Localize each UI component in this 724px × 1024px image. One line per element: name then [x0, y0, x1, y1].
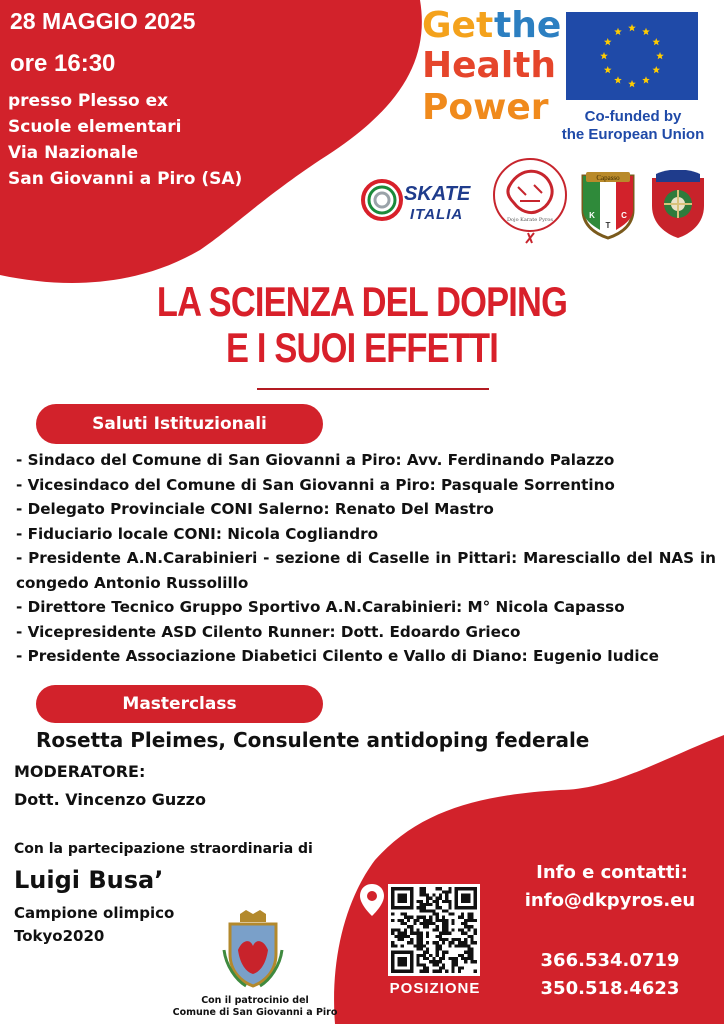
- speaker-item: - Presidente Associazione Diabetici Cilento e Vallo di Diano: Eugenio Iudice: [16, 647, 659, 665]
- event-title-line-1: LA SCIENZA DEL DOPING: [156, 278, 568, 325]
- patrocinio-text: [150, 995, 360, 1019]
- eu-caption-line: Co-funded by: [584, 108, 682, 125]
- guest-role-line: Tokyo2020: [14, 927, 105, 945]
- contacts-phone[interactable]: 350.518.4623: [540, 978, 680, 999]
- posizione-label: POSIZIONE: [389, 980, 481, 997]
- speaker-item: - Delegato Provinciale CONI Salerno: Renato Del Mastro: [16, 500, 494, 518]
- qr-code[interactable]: [388, 884, 480, 976]
- speaker-item: - Fiduciario locale CONI: Nicola Cogliandro: [16, 524, 379, 543]
- municipality-crest-icon: [222, 910, 284, 990]
- venue-line: Via Nazionale: [8, 143, 139, 163]
- capasso-letter-t: T: [605, 221, 611, 230]
- event-venue: [8, 88, 242, 192]
- moderator-label: MODERATORE:: [14, 762, 146, 781]
- patrocinio-line: Con il patrocinio del: [201, 995, 309, 1006]
- eu-flag-icon: [566, 12, 698, 100]
- moderator-name: Dott. Vincenzo Guzzo: [14, 790, 206, 809]
- speakers-list: [16, 448, 716, 669]
- title-divider: [257, 388, 489, 390]
- italia-text: ITALIA: [410, 206, 464, 223]
- event-date: 28 MAGGIO 2025: [10, 8, 196, 34]
- guest-role-line: Campione olimpico: [14, 904, 175, 922]
- saluti-istituzionali-badge: Saluti Istituzionali: [36, 404, 323, 444]
- eu-caption: [555, 108, 711, 144]
- guest-role: [14, 902, 174, 948]
- capasso-ktc-shield-logo: [578, 170, 638, 240]
- venue-line: Scuole elementari: [8, 117, 182, 137]
- map-pin-icon: [360, 884, 384, 916]
- contacts-email[interactable]: info@dkpyros.eu: [524, 890, 696, 911]
- event-title-line-2: E I SUOI EFFETTI: [225, 324, 498, 371]
- venue-line: presso Plesso ex: [8, 91, 169, 111]
- masterclass-speaker: Rosetta Pleimes, Consulente antidoping federale: [36, 728, 590, 752]
- speaker-item: - Presidente A.N.Carabinieri - sezione di Caselle in Pittari: Maresciallo del NAS in congedo Antonio Russolillo: [16, 549, 716, 592]
- logo-word-get: Get: [422, 5, 494, 46]
- guest-intro: Con la partecipazione straordinaria di: [14, 841, 313, 857]
- skate-italia-logo: [360, 170, 485, 230]
- capasso-letter-c: C: [621, 211, 627, 220]
- contacts-phone[interactable]: 366.534.0719: [540, 950, 680, 971]
- masterclass-badge: Masterclass: [36, 685, 323, 723]
- logo-word-power: Power: [422, 87, 549, 128]
- patrocinio-line: Comune di San Giovanni a Piro: [172, 1007, 338, 1018]
- contacts-title: Info e contatti:: [536, 862, 688, 883]
- carabinieri-crest-logo: [648, 170, 708, 240]
- speaker-item: - Vicesindaco del Comune di San Giovanni a Piro: Pasquale Sorrentino: [16, 475, 615, 494]
- speaker-item: - Sindaco del Comune di San Giovanni a Piro: Avv. Ferdinando Palazzo: [16, 451, 615, 469]
- get-the-health-power-logo: [422, 5, 562, 158]
- eu-caption-line: the European Union: [561, 126, 705, 143]
- event-time: ore 16:30: [10, 50, 116, 77]
- logo-word-the: the: [494, 5, 562, 46]
- capasso-letter-k: K: [589, 211, 595, 220]
- venue-line: San Giovanni a Piro (SA): [8, 169, 243, 189]
- skate-text: SKATE: [404, 183, 471, 205]
- guest-name: Luigi Busa’: [14, 866, 164, 894]
- karate-text: Dojo Karate Pyros: [507, 217, 553, 223]
- logo-word-health: Health: [422, 45, 557, 86]
- speaker-item: - Direttore Tecnico Gruppo Sportivo A.N.Carabinieri: M° Nicola Capasso: [16, 598, 625, 616]
- speaker-item: - Vicepresidente ASD Cilento Runner: Dott. Edoardo Grieco: [16, 622, 521, 641]
- capasso-text: Capasso: [596, 174, 620, 182]
- karate-tiger-logo: [490, 155, 570, 245]
